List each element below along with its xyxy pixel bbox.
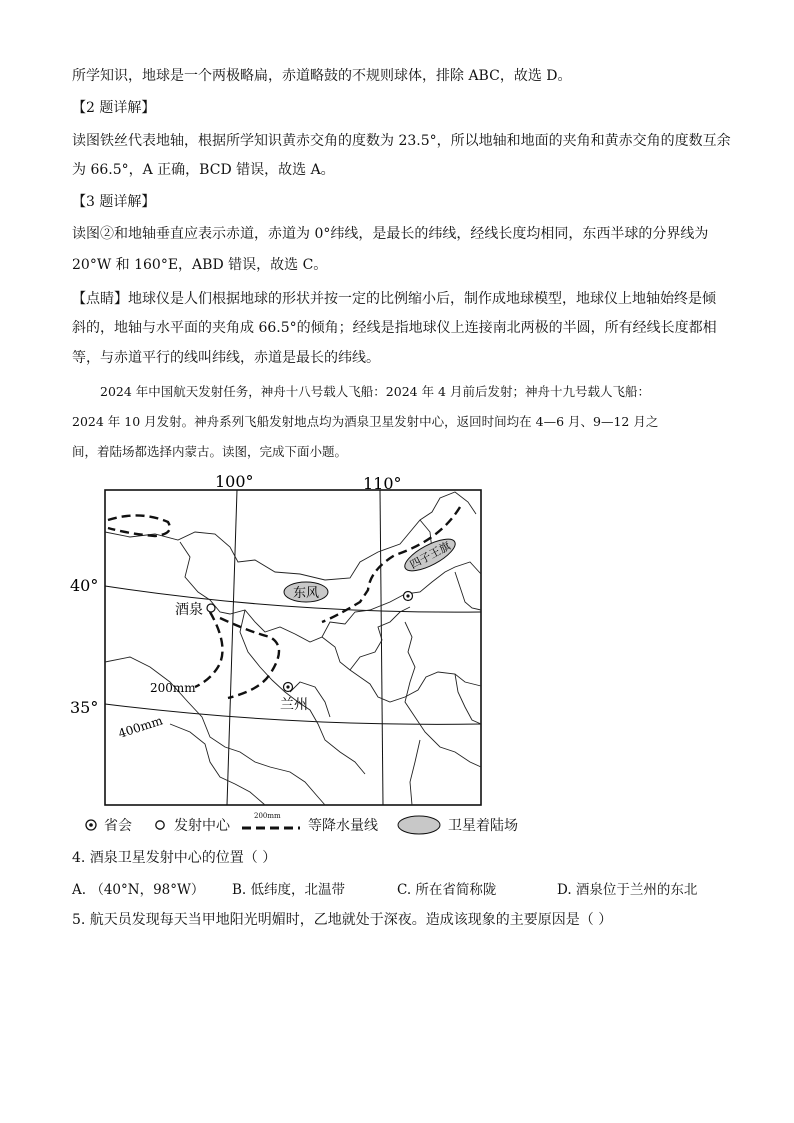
answer-line: 读图铁丝代表地轴，根据所学知识黄赤交角的度数为 23.5°，所以地轴和地面的夹角和黄赤交角的度数互余: [72, 133, 731, 149]
isohyet-line: [108, 515, 170, 536]
intro-line: 2024 年 10 月发射。神舟系列飞船发射地点均为酒泉卫星发射中心，返回时间均在 4—6 月、9—12 月之: [72, 414, 659, 429]
launch-center-marker: [207, 604, 215, 612]
answer-line: 20°W 和 160°E，ABD 错误，故选 C。: [72, 257, 328, 273]
capital-marker-dot: [406, 594, 409, 597]
latitude-label: 40°: [70, 576, 99, 595]
isohyet-label: 400mm: [116, 713, 165, 741]
answer-line: 读图②和地轴垂直应表示赤道，赤道为 0°纬线，是最长的纬线，经线长度均相同，东西半球的分界线为: [72, 226, 709, 242]
isohyet-label: 200mm: [150, 681, 196, 695]
question-stem: 4. 酒泉卫星发射中心的位置（ ）: [72, 850, 277, 866]
city-label: 兰州: [280, 697, 308, 713]
longitude-label: 110°: [363, 474, 402, 493]
isohyet-line: [322, 507, 460, 622]
isohyet-line: [195, 612, 223, 687]
province-boundaries: [105, 492, 481, 805]
legend-landing-label: 卫星着陆场: [448, 818, 518, 834]
landing-site-icon: [396, 814, 442, 836]
map-legend: [84, 814, 518, 836]
option-d[interactable]: D. 酒泉位于兰州的东北: [557, 882, 698, 898]
option-b[interactable]: B. 低纬度，北温带: [232, 882, 346, 898]
meridian-100: [227, 490, 237, 805]
section-heading: 【3 题详解】: [72, 194, 156, 210]
latitude-label: 35°: [70, 698, 99, 717]
map-figure: [60, 462, 520, 848]
tip-line: 等，与赤道平行的线叫纬线，赤道是最长的纬线。: [72, 350, 380, 366]
tip-line: 斜的，地轴与水平面的夹角成 66.5°的倾角；经线是指地球仪上连接南北两极的半圆，所有经线长度都相: [72, 320, 717, 336]
city-label: 酒泉: [175, 602, 203, 618]
option-c[interactable]: C. 所在省简称陇: [397, 882, 497, 898]
intro-line: 2024 年中国航天发射任务，神舟十八号载人飞船：2024 年 4 月前后发射；神舟十九号载人飞船：: [100, 384, 650, 399]
meridian-110: [380, 490, 383, 805]
tip-line: 【点睛】地球仪是人们根据地球的形状并按一定的比例缩小后，制作成地球模型，地球仪上地轴始终是倾: [72, 291, 716, 307]
legend-capital-label: 省会: [104, 818, 132, 834]
landing-site-label: 四子王旗: [407, 539, 453, 572]
legend-isohyet-sample: 200mm: [254, 812, 281, 820]
question-stem: 5. 航天员发现每天当甲地阳光明媚时，乙地就处于深夜。造成该现象的主要原因是（ ）: [72, 912, 613, 928]
intro-line: 间，着陆场都选择内蒙古。读图，完成下面小题。: [72, 444, 348, 459]
isohyet-legend-sample: [240, 812, 302, 834]
answer-line: 为 66.5°，A 正确，BCD 错误，故选 A。: [72, 162, 335, 178]
answer-line: 所学知识，地球是一个两极略扁，赤道略鼓的不规则球体，排除 ABC，故选 D。: [72, 68, 572, 84]
landing-site-label: 东风: [292, 586, 320, 601]
legend-launch-label: 发射中心: [174, 818, 230, 834]
capital-icon: [84, 818, 98, 832]
section-heading: 【2 题详解】: [72, 100, 156, 116]
map-frame: [105, 490, 481, 805]
capital-marker-dot: [286, 685, 289, 688]
option-a[interactable]: A. （40°N，98°W）: [72, 882, 205, 898]
launch-center-icon: [152, 818, 168, 832]
legend-isohyet-label: 等降水量线: [308, 818, 378, 834]
longitude-label: 100°: [215, 472, 254, 491]
